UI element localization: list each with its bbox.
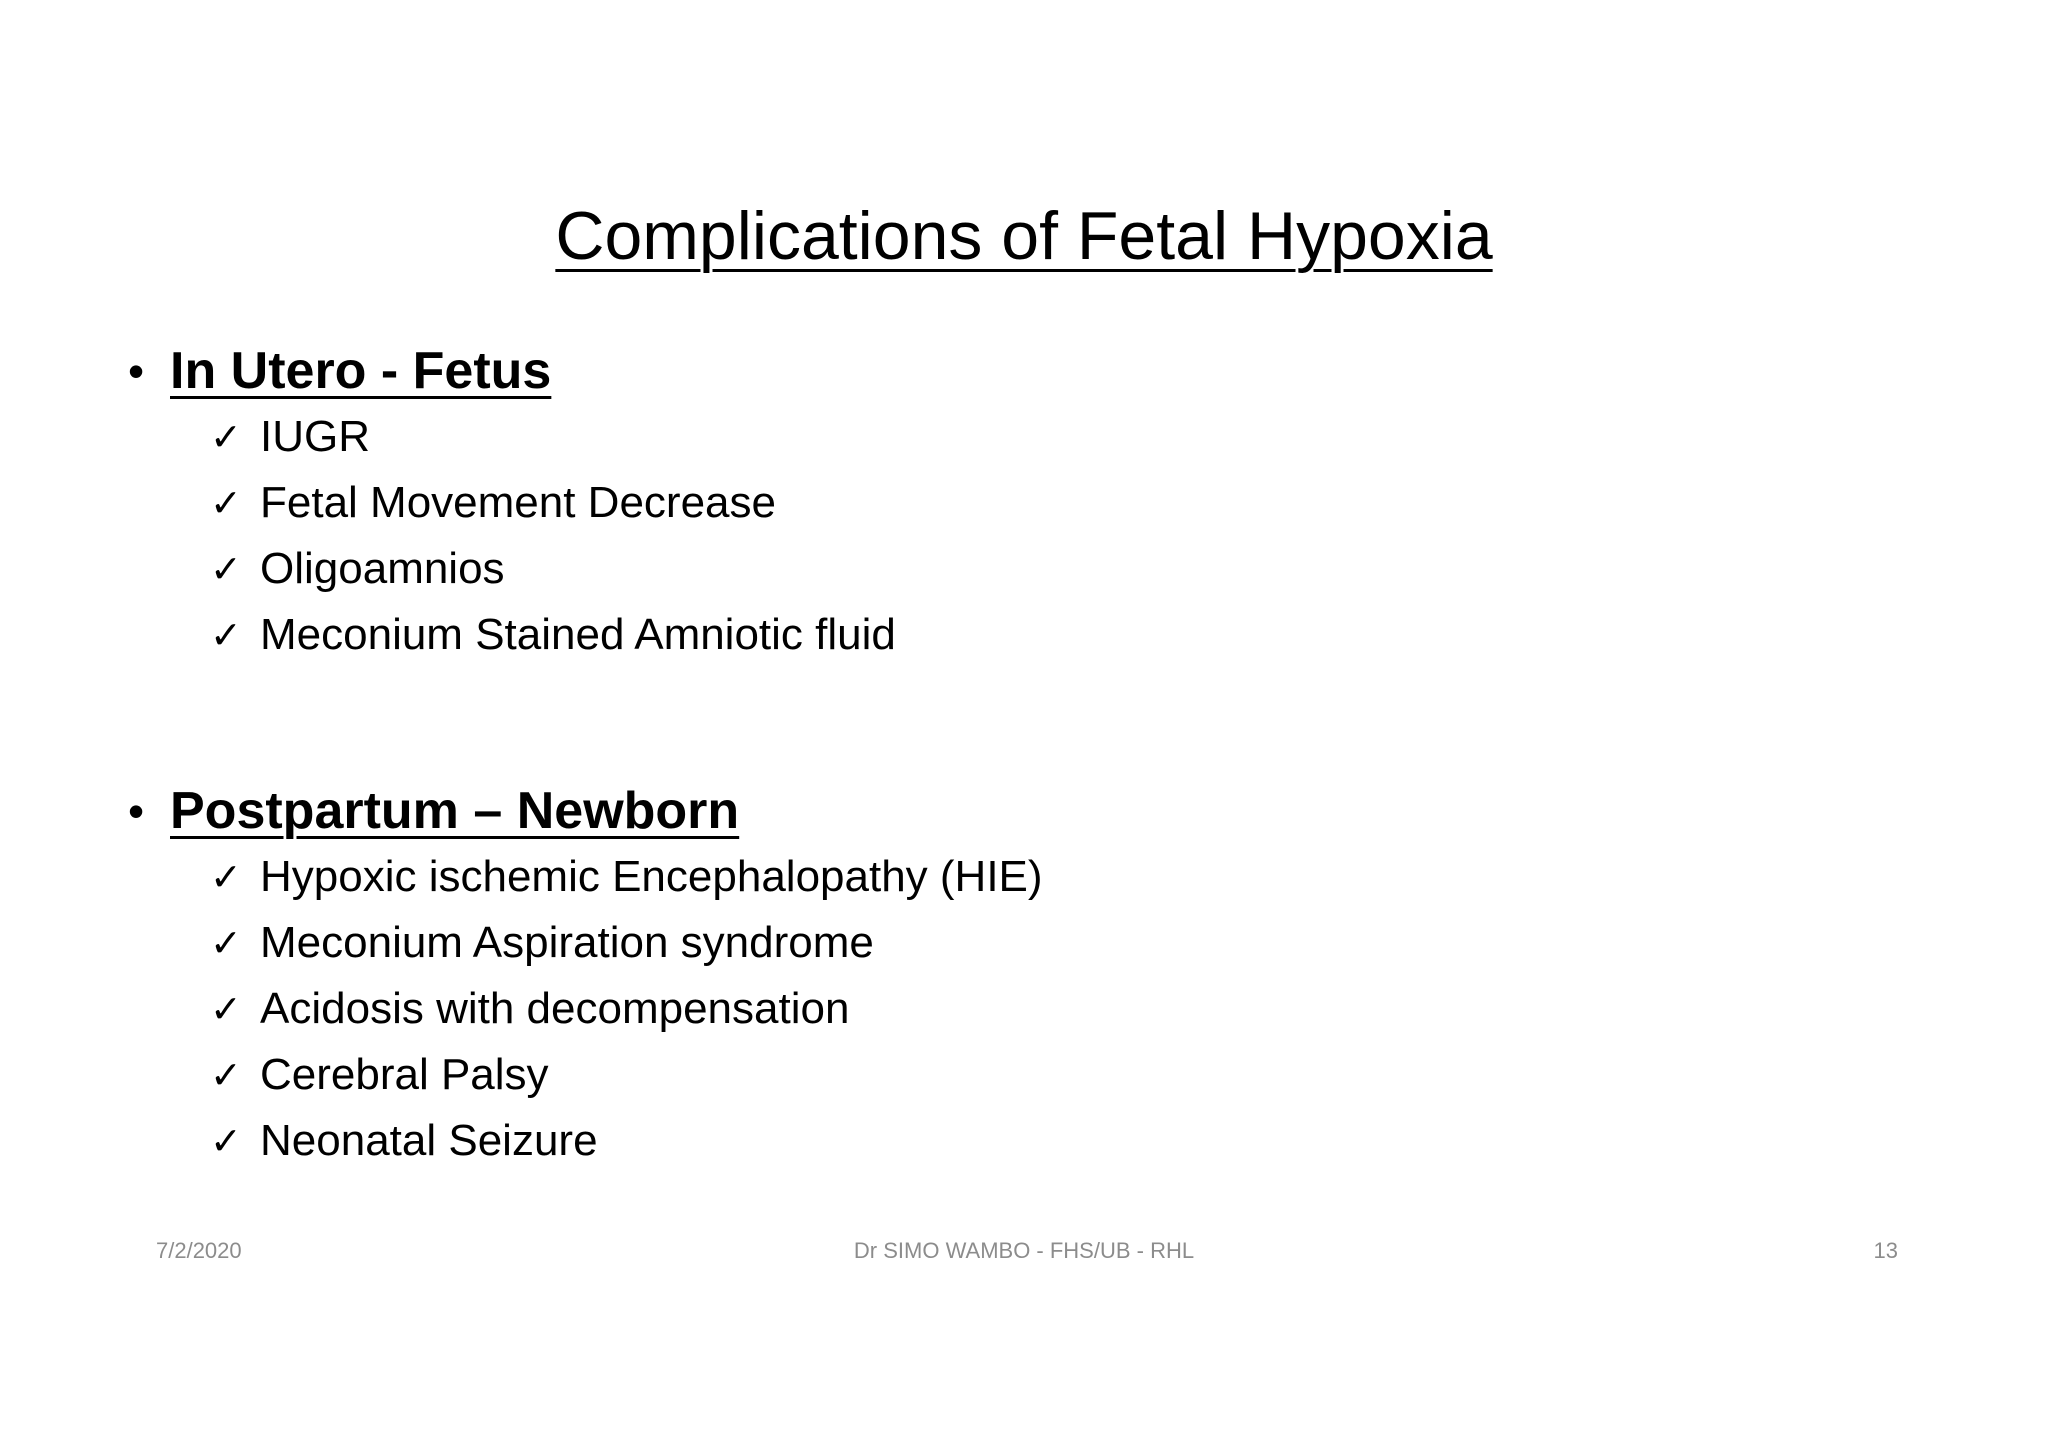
list-item xyxy=(210,1042,1043,1108)
list-item-label: Hypoxic ischemic Encephalopathy (HIE) xyxy=(260,852,1043,901)
list-item xyxy=(210,536,896,602)
list-item xyxy=(210,470,896,536)
section-postpartum xyxy=(128,778,1043,1174)
bullet-icon: • xyxy=(128,785,145,837)
section-label: In Utero - Fetus xyxy=(170,342,552,400)
list-item-label: IUGR xyxy=(260,412,370,461)
checkmark-icon: ✓ xyxy=(210,921,242,965)
item-list xyxy=(128,404,896,668)
checkmark-icon: ✓ xyxy=(210,987,242,1031)
list-item-label: Cerebral Palsy xyxy=(260,1050,549,1099)
list-item-label: Fetal Movement Decrease xyxy=(260,478,776,527)
list-item-label: Oligoamnios xyxy=(260,544,505,593)
item-list xyxy=(128,844,1043,1174)
slide-title xyxy=(0,196,2048,276)
section-in-utero xyxy=(128,338,896,668)
list-item xyxy=(210,602,896,668)
footer-author: Dr SIMO WAMBO - FHS/UB - RHL xyxy=(853,1238,1195,1263)
slide-title-text: Complications of Fetal Hypoxia xyxy=(555,198,1493,274)
footer-date: 7/2/2020 xyxy=(156,1238,242,1263)
list-item xyxy=(210,976,1043,1042)
checkmark-icon: ✓ xyxy=(210,613,242,657)
checkmark-icon: ✓ xyxy=(210,481,242,525)
footer-page-number: 13 xyxy=(1873,1238,1898,1263)
bullet-icon: • xyxy=(128,345,145,397)
checkmark-icon: ✓ xyxy=(210,415,242,459)
list-item-label: Meconium Aspiration syndrome xyxy=(260,918,874,967)
checkmark-icon: ✓ xyxy=(210,855,242,899)
checkmark-icon: ✓ xyxy=(210,1053,242,1097)
list-item-label: Meconium Stained Amniotic fluid xyxy=(260,610,896,659)
section-label: Postpartum – Newborn xyxy=(170,782,740,840)
checkmark-icon: ✓ xyxy=(210,547,242,591)
section-heading xyxy=(128,338,896,404)
list-item-label: Acidosis with decompensation xyxy=(260,984,850,1033)
list-item xyxy=(210,404,896,470)
section-heading xyxy=(128,778,1043,844)
list-item xyxy=(210,910,1043,976)
list-item xyxy=(210,1108,1043,1174)
list-item-label: Neonatal Seizure xyxy=(260,1116,598,1165)
checkmark-icon: ✓ xyxy=(210,1119,242,1163)
list-item xyxy=(210,844,1043,910)
